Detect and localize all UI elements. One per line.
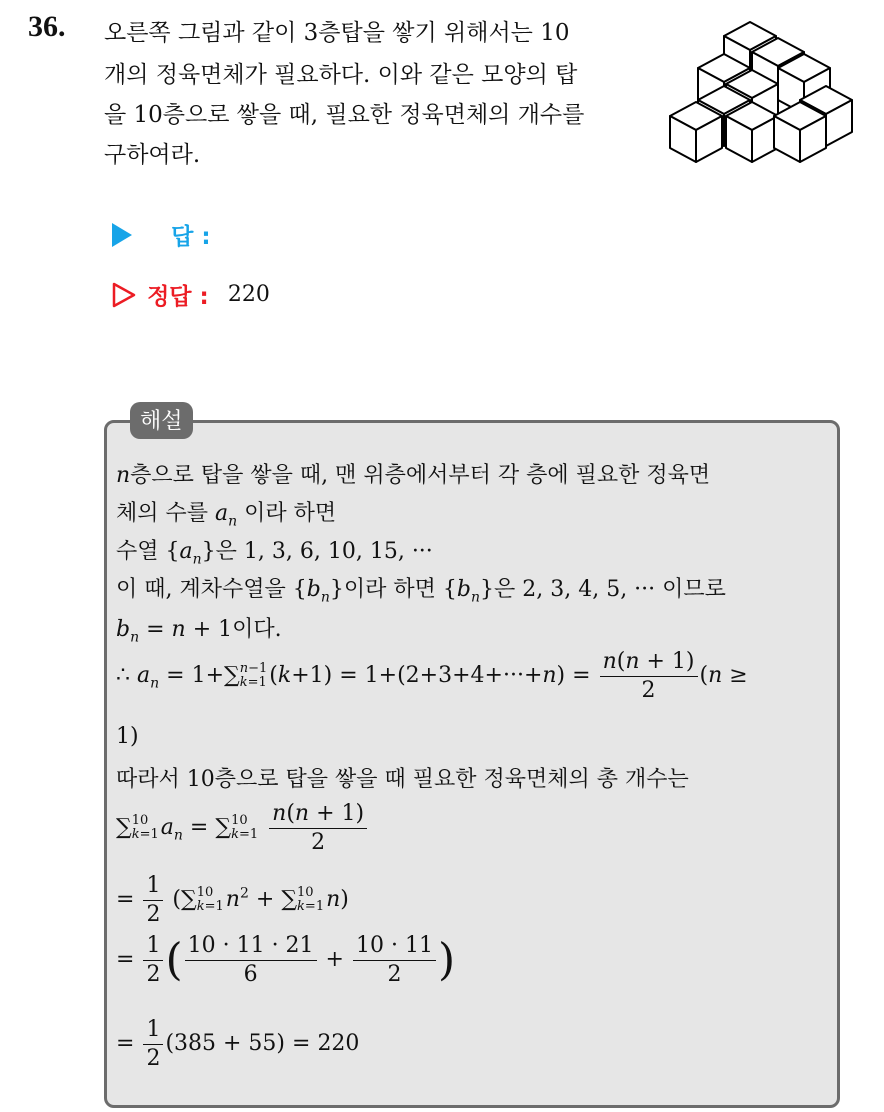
solution-badge: 해설 — [130, 402, 193, 439]
triangle-outline-icon — [112, 282, 136, 308]
solution-line-5: $b_n = n + 1$이다. — [116, 617, 282, 646]
question-line-1: 오른쪽 그림과 같이 3층탑을 쌓기 위해서는 10 — [104, 20, 570, 46]
triangle-filled-icon — [112, 223, 132, 247]
solution-line-2: 체의 수를 $a_n$ 이라 하면 — [116, 501, 337, 530]
correct-answer-label: 정답 : — [147, 284, 209, 310]
cube-tower-figure — [668, 20, 854, 168]
solution-line-10: = $\frac{1}{2}$ (∑ 10 k=1 $n^2$ + ∑ 10 k=1 n) — [116, 873, 349, 927]
question-line-4: 구하여라. — [104, 142, 201, 168]
solution-line-7: 1) — [116, 724, 139, 749]
question-line-2: 개의 정육면체가 필요하다. 이와 같은 모양의 탑 — [104, 62, 578, 88]
solution-line-6: ∴ $a_n = 1+\sum$ n−1 k=1 (k+1) = 1+(2+3+4+···+n) = $\frac{n(n + 1)}{2}$ (n ≥ — [116, 649, 748, 703]
solution-line-9: ∑ 10 k=1 $a_n$ = ∑ 10 k=1 $\frac{n(n + 1)}{2}$ — [116, 800, 369, 856]
answer-label: 답 : — [171, 224, 211, 250]
answer-row — [112, 218, 211, 251]
solution-line-8: 따라서 10층으로 탑을 쌓을 때 필요한 정육면체의 총 개수는 — [116, 767, 689, 792]
question-line-3: 을 10층으로 쌓을 때, 필요한 정육면체의 개수를 — [104, 102, 585, 128]
correct-answer-value: 220 — [227, 282, 270, 307]
solution-line-1: n층으로 탑을 쌓을 때, 맨 위층에서부터 각 층에 필요한 정육면 — [116, 463, 711, 488]
solution-line-11: = $\frac{1}{2}$ ( $\frac{10 \cdot 11 \cdot 21}{6}$ + $\frac{10 \cdot 11}{2}$ ) — [116, 933, 456, 987]
solution-line-3: 수열 $\{a_n\}$은 1, 3, 6, 10, 15, ··· — [116, 539, 433, 568]
solution-line-4: 이 때, 계차수열을 $\{b_n\}$이라 하면 $\{b_n\}$은 2, 3, 4, 5, ··· 이므로 — [116, 577, 726, 606]
correct-answer-row — [112, 278, 270, 311]
solution-line-12: = $\frac{1}{2}$ (385 + 55) = 220 — [116, 1017, 360, 1071]
question-number: 36. — [28, 10, 66, 43]
